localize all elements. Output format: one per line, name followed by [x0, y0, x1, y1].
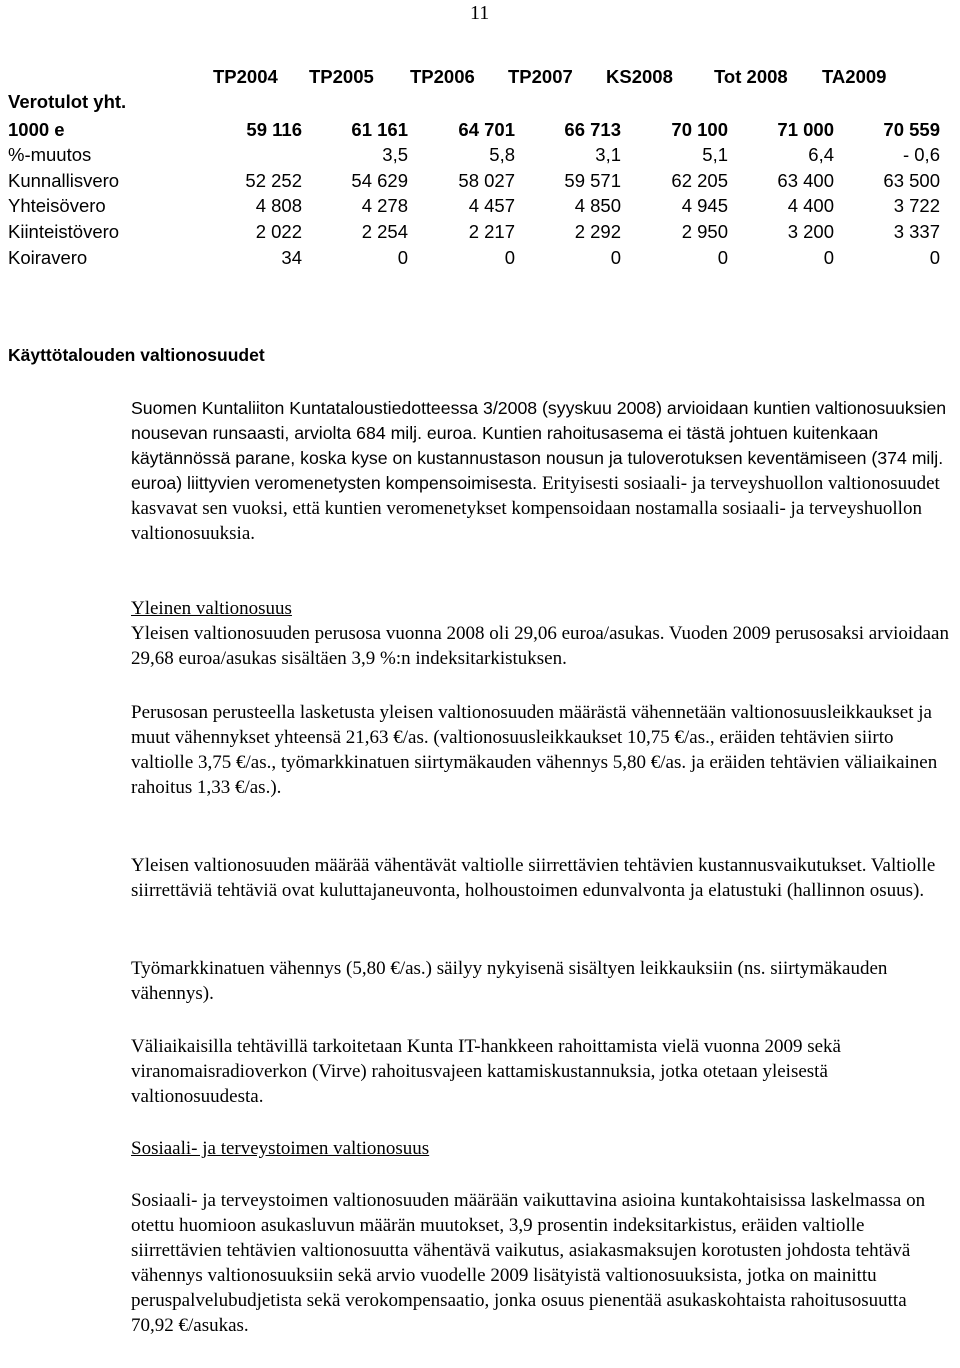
table-row — [8, 142, 948, 168]
table-cell: 5,1 — [702, 144, 728, 166]
table-cell: 4 850 — [574, 195, 621, 217]
table-cell: 6,4 — [808, 144, 834, 166]
table-cell: 5,8 — [489, 144, 515, 166]
table-cell: 3 200 — [787, 220, 834, 242]
column-header: TP2006 — [410, 66, 475, 87]
table-cell: 0 — [823, 246, 834, 268]
paragraph: Yleisen valtionosuuden perusosa vuonna 2008 oli 29,06 euroa/asukas. Vuoden 2009 perusosaksi arvioidaan 29,68 euroa/asukas sisältäen 3,9 %:n indeksitarkistuksen. — [131, 623, 949, 669]
row-label: %-muutos — [8, 144, 92, 166]
table-cell: 63 400 — [777, 169, 834, 191]
table-cell: 2 292 — [574, 220, 621, 242]
table-cell: 2 950 — [681, 220, 728, 242]
table-cell: - 0,6 — [902, 144, 940, 166]
table-cell: 0 — [717, 246, 728, 268]
paragraph: Yleisen valtionosuuden määrää vähentävät valtiolle siirrettävien tehtävien kustannusvaikutukset. Valtiolle siirrettäviä tehtäviä ovat kuluttajaneuvonta, holhoustoimen edunvalvonta ja elatustuki (hallinnon osuus). — [131, 855, 936, 901]
table-cell: 71 000 — [777, 118, 834, 140]
table-cell: 0 — [929, 246, 940, 268]
table-cell: 0 — [504, 246, 515, 268]
table-cell: 2 254 — [361, 220, 408, 242]
table-cell: 3 337 — [893, 220, 940, 242]
table-cell: 4 808 — [255, 195, 302, 217]
subheading-yleinen: Yleinen valtionosuus — [131, 598, 292, 619]
table-cell: 2 022 — [255, 220, 302, 242]
table-cell: 58 027 — [458, 169, 515, 191]
row-label: Kunnallisvero — [8, 169, 120, 191]
table-cell: 2 217 — [468, 220, 515, 242]
column-header: TP2004 — [213, 66, 278, 87]
table-cell: 59 116 — [246, 118, 302, 140]
paragraph: Sosiaali- ja terveystoimen valtionosuuden määrään vaikuttavina asioina kuntakohtaisissa laskelmassa on otettu huomioon asukasluvun määrän muutokset, 3,9 prosentin indeksitarkistus, eräiden valtiolle siirrettävien tehtävien valtionosuutta vähentävä vaikutus, asiakasmaksujen korotusten johdosta tehtävä vähennys valtionosuuksiin sekä arvio vuodelle 2009 lisätyistä valtionosuuksista, jotka on mainittu peruspalvelubudjetista sekä verokompensaatio, jonka osuus pienentää asukaskohtaista rahoitusosuutta 70,92 €/asukas. — [131, 1190, 926, 1336]
table-cell: 0 — [397, 246, 408, 268]
table-cell: 64 701 — [458, 118, 515, 140]
table-cell: 3 722 — [893, 195, 940, 217]
column-header: Tot 2008 — [714, 66, 788, 87]
table-row — [8, 245, 948, 271]
table-cell: 0 — [610, 246, 621, 268]
table-cell: 54 629 — [351, 169, 408, 191]
paragraph: Suomen Kuntaliiton Kuntataloustiedotteessa 3/2008 (syyskuu 2008) arvioidaan kuntien valtionosuuksien nousevan runsaasti, arviolta 684 milj. euroa. Kuntien rahoitusasema ei tästä johtuen kuitenkaan käytännössä parane, koska kyse on kustannustason nousun ja tuloverotuksen keventämiseen (374 milj. euroa) liittyvien veromenetysten kompensoimisesta. Erityisesti sosiaali- ja terveyshuollon valtionosuudet kasvavat sen vuoksi, että kuntien veromenetykset kompensoidaan nostamalla sosiaali- ja terveyshuollon valtionosuuksia. — [131, 398, 947, 544]
table-row — [8, 193, 948, 219]
table-cell: 34 — [281, 246, 302, 268]
subheading-sosiaali: Sosiaali- ja terveystoimen valtionosuus — [131, 1138, 430, 1159]
column-header: KS2008 — [606, 66, 673, 87]
row-group-label: Verotulot yht. — [8, 91, 127, 112]
table-cell: 52 252 — [245, 169, 302, 191]
table-cell: 3,1 — [595, 144, 621, 166]
table-cell: 4 400 — [787, 195, 834, 217]
table-cell: 70 559 — [883, 118, 940, 140]
paragraph: Väliaikaisilla tehtävillä tarkoitetaan Kunta IT-hankkeen rahoittamista vielä vuonna 2009 sekä viranomaisradioverkon (Virve) rahoitusvajeen kattamiskustannuksia, jotka otetaan yleisestä valtionosuudesta. — [131, 1036, 841, 1107]
row-label: Yhteisövero — [8, 195, 106, 217]
table-cell: 62 205 — [671, 169, 728, 191]
row-label: Kiinteistövero — [8, 220, 120, 242]
section-heading: Käyttötalouden valtionosuudet — [8, 345, 265, 365]
table-row — [8, 168, 948, 194]
table-header-row — [8, 64, 948, 90]
table-cell: 70 100 — [671, 118, 728, 140]
table-cell: 3,5 — [382, 144, 408, 166]
row-label: Koiravero — [8, 246, 88, 268]
table-cell: 66 713 — [564, 118, 621, 140]
column-header: TP2005 — [309, 66, 374, 87]
row-label: 1000 e — [8, 118, 65, 140]
column-header: TA2009 — [822, 66, 887, 87]
paragraph: Perusosan perusteella lasketusta yleisen valtionosuuden määrästä vähennetään valtionosuusleikkaukset ja muut vähennykset yhteensä 21,63 €/as. (valtionosuusleikkaukset 10,75 €/as., eräiden tehtävien siirto valtiolle 3,75 €/as., työmarkkinatuen siirtymäkauden vähennys 5,80 €/as. ja eräiden tehtävien väliaikainen rahoitus 1,33 €/as.). — [131, 702, 938, 798]
column-header: TP2007 — [508, 66, 573, 87]
table-cell: 4 457 — [468, 195, 515, 217]
table-cell: 4 278 — [361, 195, 408, 217]
paragraph: Työmarkkinatuen vähennys (5,80 €/as.) säilyy nykyisenä sisältyen leikkauksiin (ns. siirtymäkauden vähennys). — [131, 958, 888, 1004]
table-cell: 59 571 — [564, 169, 621, 191]
table-cell: 63 500 — [883, 169, 940, 191]
table-row — [8, 117, 948, 143]
tax-revenue-table — [8, 64, 948, 270]
table-row — [8, 219, 948, 245]
table-cell: 4 945 — [681, 195, 728, 217]
page-number: 11 — [470, 2, 490, 24]
table-cell: 61 161 — [351, 118, 408, 140]
table-body — [8, 117, 948, 271]
